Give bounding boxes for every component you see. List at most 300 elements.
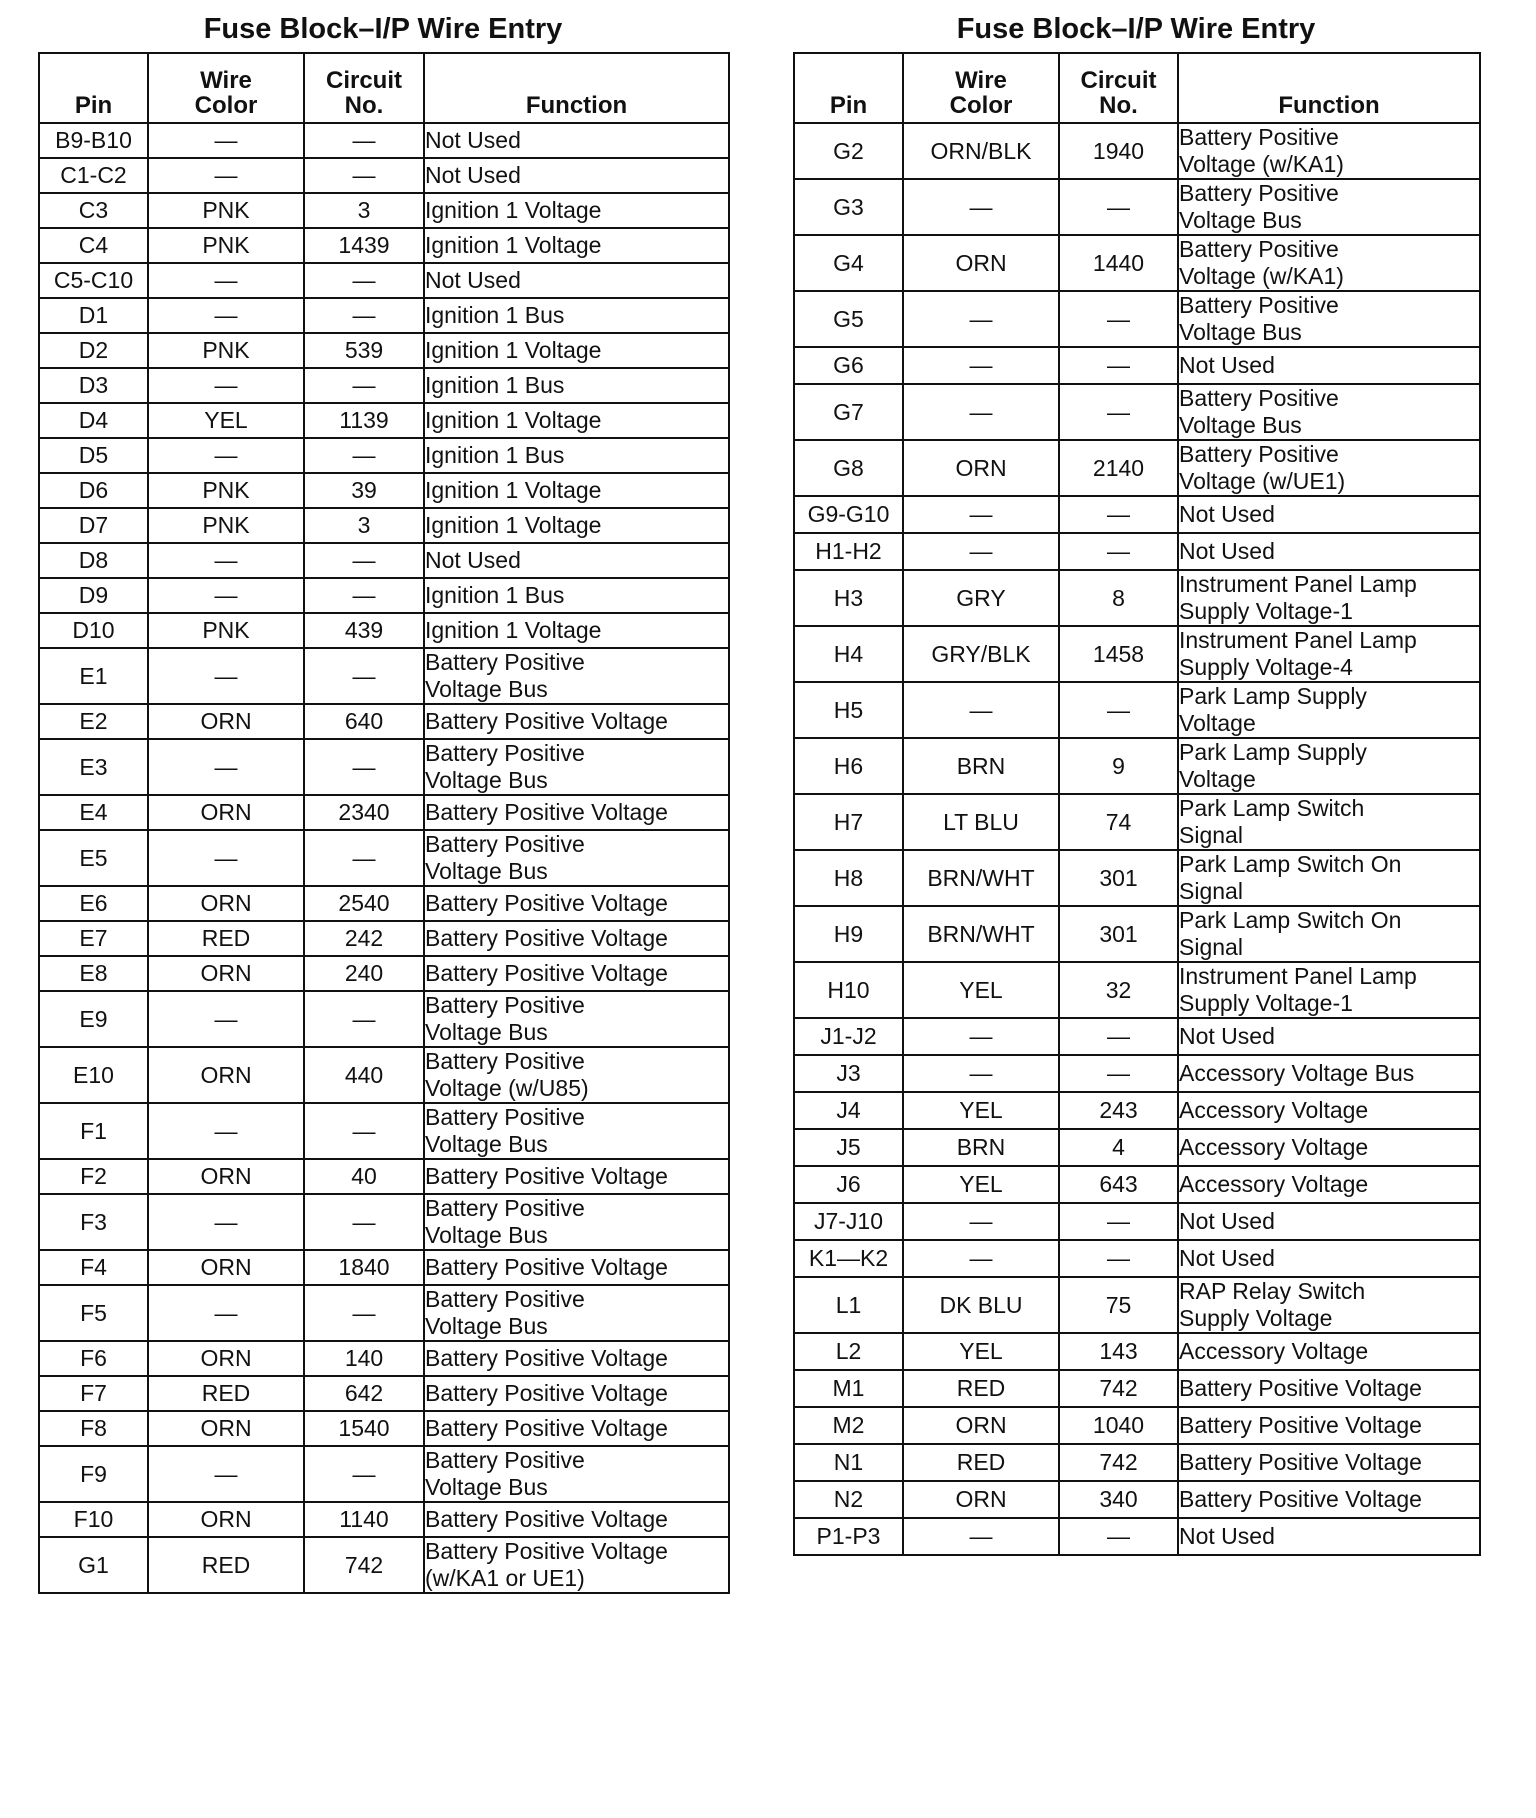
- table-row: [794, 794, 1480, 850]
- circuit-no-cell: 9: [1059, 738, 1178, 794]
- pin-cell: D2: [39, 333, 148, 368]
- table-row: [39, 1047, 729, 1103]
- pin-cell: K1—K2: [794, 1240, 903, 1277]
- table-row: [39, 228, 729, 263]
- table-row: [39, 1285, 729, 1341]
- function-cell: Battery Positive Voltage (w/U85): [424, 1047, 729, 1103]
- function-cell: Battery Positive Voltage Bus: [424, 1194, 729, 1250]
- circuit-no-cell: —: [304, 1446, 424, 1502]
- table-row: [39, 333, 729, 368]
- circuit-no-cell: —: [304, 648, 424, 704]
- circuit-no-cell: —: [304, 368, 424, 403]
- table-row: [794, 570, 1480, 626]
- wire-color-cell: —: [903, 1203, 1059, 1240]
- circuit-no-cell: 3: [304, 193, 424, 228]
- table-row: [39, 1446, 729, 1502]
- function-cell: Ignition 1 Bus: [424, 438, 729, 473]
- table-row: [794, 1277, 1480, 1333]
- wire-color-cell: —: [148, 1285, 304, 1341]
- function-cell: Battery Positive Voltage: [424, 1502, 729, 1537]
- table-row: [794, 1055, 1480, 1092]
- function-cell: Battery Positive Voltage Bus: [1178, 291, 1480, 347]
- pin-cell: F4: [39, 1250, 148, 1285]
- circuit-no-cell: —: [304, 578, 424, 613]
- function-cell: Park Lamp Switch Signal: [1178, 794, 1480, 850]
- circuit-no-cell: 1040: [1059, 1407, 1178, 1444]
- wire-color-cell: ORN: [903, 235, 1059, 291]
- pin-cell: H3: [794, 570, 903, 626]
- pin-cell: J1-J2: [794, 1018, 903, 1055]
- circuit-no-cell: —: [1059, 179, 1178, 235]
- wire-color-cell: BRN/WHT: [903, 850, 1059, 906]
- table-row: [39, 739, 729, 795]
- circuit-no-cell: 742: [1059, 1444, 1178, 1481]
- wire-color-cell: —: [148, 739, 304, 795]
- function-cell: Battery Positive Voltage: [424, 1341, 729, 1376]
- wire-color-cell: ORN: [148, 1341, 304, 1376]
- pin-cell: D7: [39, 508, 148, 543]
- function-cell: Battery Positive Voltage (w/KA1): [1178, 123, 1480, 179]
- pin-cell: F9: [39, 1446, 148, 1502]
- function-cell: Ignition 1 Bus: [424, 578, 729, 613]
- header-circuit-no: Circuit No.: [304, 53, 424, 123]
- table-row: [794, 347, 1480, 384]
- table-row: [39, 1159, 729, 1194]
- table-row: [39, 1376, 729, 1411]
- table-row: [794, 291, 1480, 347]
- circuit-no-cell: —: [1059, 496, 1178, 533]
- function-cell: Park Lamp Supply Voltage: [1178, 682, 1480, 738]
- function-cell: Not Used: [424, 123, 729, 158]
- function-cell: RAP Relay Switch Supply Voltage: [1178, 1277, 1480, 1333]
- wire-color-cell: ORN: [148, 886, 304, 921]
- function-cell: Battery Positive Voltage Bus: [424, 739, 729, 795]
- function-cell: Accessory Voltage: [1178, 1333, 1480, 1370]
- left-table-title: Fuse Block–I/P Wire Entry: [203, 13, 563, 45]
- wire-color-cell: —: [148, 830, 304, 886]
- table-row: [39, 956, 729, 991]
- wire-color-cell: —: [903, 347, 1059, 384]
- circuit-no-cell: 742: [304, 1537, 424, 1593]
- circuit-no-cell: —: [1059, 291, 1178, 347]
- table-row: [794, 626, 1480, 682]
- table-row: [794, 533, 1480, 570]
- pin-cell: D6: [39, 473, 148, 508]
- circuit-no-cell: 243: [1059, 1092, 1178, 1129]
- table-row: [794, 850, 1480, 906]
- left-wire-entry-table: [38, 52, 730, 1594]
- wire-color-cell: YEL: [903, 962, 1059, 1018]
- circuit-no-cell: —: [1059, 682, 1178, 738]
- circuit-no-cell: 301: [1059, 906, 1178, 962]
- function-cell: Not Used: [1178, 1240, 1480, 1277]
- function-cell: Park Lamp Supply Voltage: [1178, 738, 1480, 794]
- table-row: [39, 508, 729, 543]
- circuit-no-cell: 32: [1059, 962, 1178, 1018]
- circuit-no-cell: 2340: [304, 795, 424, 830]
- wire-color-cell: ORN: [903, 440, 1059, 496]
- circuit-no-cell: 3: [304, 508, 424, 543]
- pin-cell: F7: [39, 1376, 148, 1411]
- pin-cell: D5: [39, 438, 148, 473]
- wire-color-cell: PNK: [148, 193, 304, 228]
- wire-color-cell: RED: [148, 1376, 304, 1411]
- function-cell: Instrument Panel Lamp Supply Voltage-1: [1178, 570, 1480, 626]
- wire-color-cell: ORN: [148, 956, 304, 991]
- function-cell: Battery Positive Voltage (w/UE1): [1178, 440, 1480, 496]
- pin-cell: E1: [39, 648, 148, 704]
- circuit-no-cell: —: [304, 438, 424, 473]
- function-cell: Battery Positive Voltage: [424, 1376, 729, 1411]
- pin-cell: M1: [794, 1370, 903, 1407]
- wire-color-cell: —: [148, 1446, 304, 1502]
- circuit-no-cell: —: [304, 158, 424, 193]
- wire-color-cell: —: [903, 1018, 1059, 1055]
- table-row: [39, 1411, 729, 1446]
- pin-cell: G2: [794, 123, 903, 179]
- table-row: [39, 263, 729, 298]
- pin-cell: G3: [794, 179, 903, 235]
- wire-color-cell: BRN: [903, 738, 1059, 794]
- function-cell: Not Used: [1178, 1018, 1480, 1055]
- function-cell: Battery Positive Voltage: [1178, 1444, 1480, 1481]
- table-row: [39, 1537, 729, 1593]
- pin-cell: F10: [39, 1502, 148, 1537]
- table-row: [794, 179, 1480, 235]
- wire-color-cell: —: [903, 1055, 1059, 1092]
- pin-cell: L2: [794, 1333, 903, 1370]
- wire-color-cell: —: [148, 578, 304, 613]
- function-cell: Accessory Voltage: [1178, 1129, 1480, 1166]
- wire-color-cell: —: [903, 179, 1059, 235]
- left-wire-entry-panel: [38, 8, 728, 1594]
- function-cell: Battery Positive Voltage Bus: [424, 830, 729, 886]
- table-row: [794, 906, 1480, 962]
- pin-cell: F3: [39, 1194, 148, 1250]
- wire-color-cell: —: [148, 438, 304, 473]
- pin-cell: F6: [39, 1341, 148, 1376]
- pin-cell: D4: [39, 403, 148, 438]
- table-row: [794, 1518, 1480, 1555]
- function-cell: Not Used: [424, 543, 729, 578]
- pin-cell: D9: [39, 578, 148, 613]
- table-row: [39, 1341, 729, 1376]
- table-row: [39, 543, 729, 578]
- circuit-no-cell: —: [304, 830, 424, 886]
- table-row: [39, 991, 729, 1047]
- header-wire-color: Wire Color: [148, 53, 304, 123]
- table-row: [794, 1203, 1480, 1240]
- pin-cell: H4: [794, 626, 903, 682]
- circuit-no-cell: 640: [304, 704, 424, 739]
- wire-color-cell: —: [148, 991, 304, 1047]
- wire-color-cell: BRN: [903, 1129, 1059, 1166]
- table-row: [794, 1444, 1480, 1481]
- pin-cell: P1-P3: [794, 1518, 903, 1555]
- pin-cell: G4: [794, 235, 903, 291]
- header-wire-color: Wire Color: [903, 53, 1059, 123]
- pin-cell: G5: [794, 291, 903, 347]
- circuit-no-cell: 340: [1059, 1481, 1178, 1518]
- wire-color-cell: GRY: [903, 570, 1059, 626]
- function-cell: Not Used: [1178, 533, 1480, 570]
- circuit-no-cell: —: [304, 991, 424, 1047]
- circuit-no-cell: 539: [304, 333, 424, 368]
- left-table-body: [39, 123, 729, 1593]
- function-cell: Accessory Voltage: [1178, 1092, 1480, 1129]
- pin-cell: J5: [794, 1129, 903, 1166]
- wire-color-cell: BRN/WHT: [903, 906, 1059, 962]
- right-table-body: [794, 123, 1480, 1555]
- wire-color-cell: RED: [148, 1537, 304, 1593]
- function-cell: Not Used: [1178, 1518, 1480, 1555]
- pin-cell: F2: [39, 1159, 148, 1194]
- wire-color-cell: —: [148, 368, 304, 403]
- wire-color-cell: PNK: [148, 228, 304, 263]
- pin-cell: N1: [794, 1444, 903, 1481]
- function-cell: Park Lamp Switch On Signal: [1178, 850, 1480, 906]
- function-cell: Battery Positive Voltage: [1178, 1370, 1480, 1407]
- pin-cell: D10: [39, 613, 148, 648]
- function-cell: Battery Positive Voltage: [424, 921, 729, 956]
- right-wire-entry-table: [793, 52, 1481, 1556]
- circuit-no-cell: —: [304, 1194, 424, 1250]
- pin-cell: H1-H2: [794, 533, 903, 570]
- right-table-title: Fuse Block–I/P Wire Entry: [956, 13, 1316, 45]
- circuit-no-cell: 8: [1059, 570, 1178, 626]
- pin-cell: G9-G10: [794, 496, 903, 533]
- pin-cell: G6: [794, 347, 903, 384]
- circuit-no-cell: 242: [304, 921, 424, 956]
- pin-cell: C1-C2: [39, 158, 148, 193]
- table-row: [39, 473, 729, 508]
- pin-cell: C5-C10: [39, 263, 148, 298]
- wire-color-cell: ORN: [148, 704, 304, 739]
- table-row: [39, 1103, 729, 1159]
- table-row: [39, 193, 729, 228]
- pin-cell: J4: [794, 1092, 903, 1129]
- circuit-no-cell: 39: [304, 473, 424, 508]
- table-row: [794, 440, 1480, 496]
- table-row: [39, 613, 729, 648]
- header-function: Function: [1178, 53, 1480, 123]
- table-header-row: [39, 53, 729, 123]
- circuit-no-cell: 1840: [304, 1250, 424, 1285]
- pin-cell: G8: [794, 440, 903, 496]
- wire-color-cell: —: [903, 682, 1059, 738]
- pin-cell: E3: [39, 739, 148, 795]
- wire-color-cell: ORN: [148, 1047, 304, 1103]
- function-cell: Battery Positive Voltage Bus: [424, 648, 729, 704]
- table-row: [794, 496, 1480, 533]
- function-cell: Ignition 1 Voltage: [424, 193, 729, 228]
- pin-cell: E5: [39, 830, 148, 886]
- table-row: [39, 921, 729, 956]
- wire-color-cell: YEL: [903, 1092, 1059, 1129]
- table-row: [39, 1194, 729, 1250]
- table-row: [39, 158, 729, 193]
- table-header-row: [794, 53, 1480, 123]
- circuit-no-cell: —: [1059, 1203, 1178, 1240]
- pin-cell: H9: [794, 906, 903, 962]
- wire-color-cell: YEL: [148, 403, 304, 438]
- function-cell: Battery Positive Voltage Bus: [424, 991, 729, 1047]
- function-cell: Accessory Voltage: [1178, 1166, 1480, 1203]
- wire-color-cell: —: [148, 543, 304, 578]
- function-cell: Not Used: [1178, 496, 1480, 533]
- table-row: [794, 1166, 1480, 1203]
- table-row: [794, 1333, 1480, 1370]
- table-row: [39, 648, 729, 704]
- header-circuit-no: Circuit No.: [1059, 53, 1178, 123]
- function-cell: Battery Positive Voltage Bus: [1178, 384, 1480, 440]
- function-cell: Battery Positive Voltage Bus: [424, 1285, 729, 1341]
- pin-cell: J3: [794, 1055, 903, 1092]
- right-wire-entry-panel: [793, 8, 1479, 1556]
- circuit-no-cell: —: [1059, 1055, 1178, 1092]
- function-cell: Battery Positive Voltage: [424, 886, 729, 921]
- wire-color-cell: —: [148, 263, 304, 298]
- wire-color-cell: ORN: [148, 1502, 304, 1537]
- wire-color-cell: RED: [903, 1444, 1059, 1481]
- wire-color-cell: YEL: [903, 1166, 1059, 1203]
- wire-color-cell: ORN: [148, 1411, 304, 1446]
- table-row: [794, 1481, 1480, 1518]
- wire-color-cell: ORN: [148, 1250, 304, 1285]
- function-cell: Battery Positive Voltage (w/KA1): [1178, 235, 1480, 291]
- wire-color-cell: —: [148, 1103, 304, 1159]
- pin-cell: J7-J10: [794, 1203, 903, 1240]
- function-cell: Battery Positive Voltage: [424, 1159, 729, 1194]
- wire-color-cell: —: [148, 158, 304, 193]
- pin-cell: N2: [794, 1481, 903, 1518]
- pin-cell: D8: [39, 543, 148, 578]
- pin-cell: H10: [794, 962, 903, 1018]
- pin-cell: C3: [39, 193, 148, 228]
- circuit-no-cell: —: [304, 263, 424, 298]
- function-cell: Battery Positive Voltage: [424, 1250, 729, 1285]
- pin-cell: F5: [39, 1285, 148, 1341]
- table-row: [39, 578, 729, 613]
- table-row: [794, 1370, 1480, 1407]
- wire-color-cell: ORN: [148, 795, 304, 830]
- pin-cell: D1: [39, 298, 148, 333]
- wire-color-cell: LT BLU: [903, 794, 1059, 850]
- circuit-no-cell: 140: [304, 1341, 424, 1376]
- circuit-no-cell: 1940: [1059, 123, 1178, 179]
- wire-color-cell: DK BLU: [903, 1277, 1059, 1333]
- function-cell: Battery Positive Voltage: [424, 704, 729, 739]
- wire-color-cell: RED: [148, 921, 304, 956]
- function-cell: Battery Positive Voltage: [424, 795, 729, 830]
- circuit-no-cell: —: [1059, 384, 1178, 440]
- function-cell: Ignition 1 Voltage: [424, 613, 729, 648]
- table-row: [39, 795, 729, 830]
- wire-color-cell: —: [903, 533, 1059, 570]
- function-cell: Not Used: [1178, 347, 1480, 384]
- function-cell: Battery Positive Voltage: [1178, 1481, 1480, 1518]
- pin-cell: G7: [794, 384, 903, 440]
- function-cell: Park Lamp Switch On Signal: [1178, 906, 1480, 962]
- table-row: [794, 235, 1480, 291]
- circuit-no-cell: 4: [1059, 1129, 1178, 1166]
- wire-color-cell: ORN: [903, 1407, 1059, 1444]
- pin-cell: H6: [794, 738, 903, 794]
- header-function: Function: [424, 53, 729, 123]
- pin-cell: E6: [39, 886, 148, 921]
- table-row: [39, 403, 729, 438]
- function-cell: Battery Positive Voltage: [424, 956, 729, 991]
- function-cell: Battery Positive Voltage Bus: [1178, 179, 1480, 235]
- circuit-no-cell: —: [1059, 1018, 1178, 1055]
- circuit-no-cell: —: [304, 1285, 424, 1341]
- circuit-no-cell: 1440: [1059, 235, 1178, 291]
- wire-color-cell: PNK: [148, 333, 304, 368]
- circuit-no-cell: 1439: [304, 228, 424, 263]
- pin-cell: E7: [39, 921, 148, 956]
- header-pin: Pin: [794, 53, 903, 123]
- pin-cell: D3: [39, 368, 148, 403]
- circuit-no-cell: 40: [304, 1159, 424, 1194]
- table-row: [39, 830, 729, 886]
- table-row: [794, 1018, 1480, 1055]
- circuit-no-cell: 643: [1059, 1166, 1178, 1203]
- function-cell: Not Used: [424, 158, 729, 193]
- wire-color-cell: RED: [903, 1370, 1059, 1407]
- circuit-no-cell: 742: [1059, 1370, 1178, 1407]
- pin-cell: H7: [794, 794, 903, 850]
- wire-color-cell: ORN: [903, 1481, 1059, 1518]
- function-cell: Battery Positive Voltage: [1178, 1407, 1480, 1444]
- circuit-no-cell: 1139: [304, 403, 424, 438]
- circuit-no-cell: —: [304, 543, 424, 578]
- wire-color-cell: GRY/BLK: [903, 626, 1059, 682]
- function-cell: Ignition 1 Voltage: [424, 333, 729, 368]
- circuit-no-cell: 2140: [1059, 440, 1178, 496]
- table-row: [794, 1092, 1480, 1129]
- function-cell: Ignition 1 Voltage: [424, 473, 729, 508]
- pin-cell: F1: [39, 1103, 148, 1159]
- wire-color-cell: —: [148, 298, 304, 333]
- circuit-no-cell: 439: [304, 613, 424, 648]
- pin-cell: G1: [39, 1537, 148, 1593]
- wire-color-cell: —: [903, 291, 1059, 347]
- pin-cell: F8: [39, 1411, 148, 1446]
- circuit-no-cell: —: [304, 298, 424, 333]
- table-row: [794, 123, 1480, 179]
- wire-color-cell: ORN: [148, 1159, 304, 1194]
- circuit-no-cell: —: [304, 123, 424, 158]
- table-row: [39, 1250, 729, 1285]
- pin-cell: H5: [794, 682, 903, 738]
- wire-color-cell: —: [903, 496, 1059, 533]
- wire-color-cell: —: [903, 384, 1059, 440]
- pin-cell: E10: [39, 1047, 148, 1103]
- table-row: [39, 123, 729, 158]
- wire-color-cell: YEL: [903, 1333, 1059, 1370]
- function-cell: Ignition 1 Bus: [424, 298, 729, 333]
- pin-cell: L1: [794, 1277, 903, 1333]
- circuit-no-cell: —: [1059, 1518, 1178, 1555]
- wire-color-cell: PNK: [148, 508, 304, 543]
- pin-cell: E4: [39, 795, 148, 830]
- circuit-no-cell: —: [304, 1103, 424, 1159]
- table-row: [39, 298, 729, 333]
- table-row: [794, 1240, 1480, 1277]
- pin-cell: E2: [39, 704, 148, 739]
- pin-cell: M2: [794, 1407, 903, 1444]
- wire-color-cell: ORN/BLK: [903, 123, 1059, 179]
